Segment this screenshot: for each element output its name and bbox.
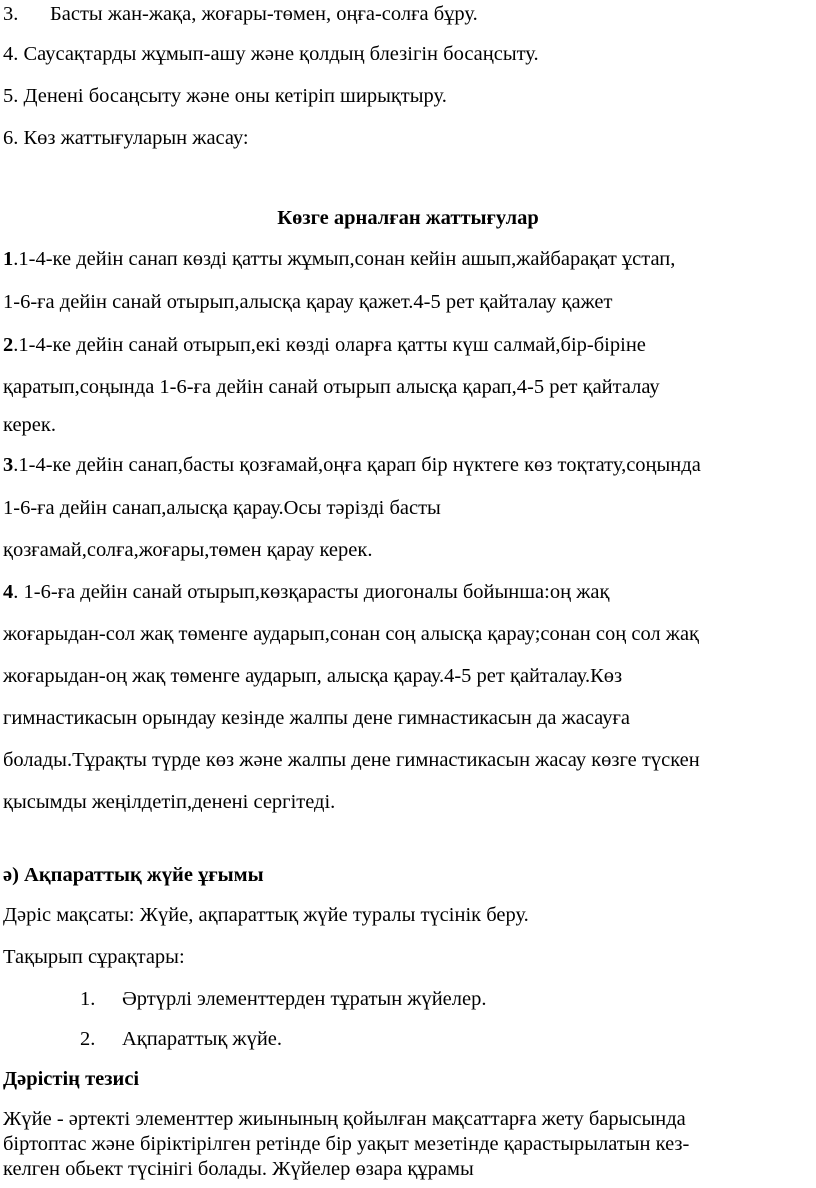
- exercise-1-line-1: [3, 247, 675, 271]
- question-item-1: [80, 987, 487, 1011]
- exercise-number: 1: [3, 248, 14, 270]
- intro-item-3: [3, 2, 478, 26]
- question-item-2: [80, 1027, 282, 1051]
- exercise-4-line-6: қысымды жеңілдетіп,денені сергітеді.: [3, 791, 336, 813]
- intro-item-number: 3.: [3, 3, 19, 25]
- exercise-3-line-2: 1-6-ға дейін санап,алысқа қарау.Осы тәрізді басты: [3, 497, 441, 519]
- questions-label: Тақырып сұрақтары:: [3, 946, 185, 968]
- thesis-line-1: Жүйе - әртекті элементтер жиынының қойылған мақсаттарға жету барысында: [3, 1108, 686, 1130]
- intro-item-4: [3, 42, 539, 66]
- lecture-goal: Дәріс мақсаты: Жүйе, ақпараттық жүйе туралы түсінік беру.: [3, 904, 529, 926]
- exercise-2-line-2: қаратып,соңында 1-6-ға дейін санай отырып алысқа қарап,4-5 рет қайталау: [3, 376, 660, 398]
- exercise-4-line-1: [3, 580, 609, 604]
- question-number: 2.: [80, 1028, 96, 1050]
- intro-item-text: Денені босаңсыту және оны кетіріп ширықтыру.: [23, 85, 447, 107]
- question-number: 1.: [80, 988, 96, 1010]
- exercise-text: .1-4-ке дейін санай отырып,екі көзді оларға қатты күш салмай,бір-біріне: [13, 334, 646, 356]
- exercise-number: 4: [3, 581, 14, 603]
- intro-item-text: Саусақтарды жұмып-ашу және қолдың блезігін босаңсыту.: [23, 43, 539, 65]
- section-title: ә) Ақпараттық жүйе ұғымы: [3, 864, 264, 886]
- exercise-4-line-5: болады.Тұрақты түрде көз және жалпы дене гимнастикасын жасау көзге түскен: [3, 749, 700, 771]
- question-text: Ақпараттық жүйе.: [122, 1028, 283, 1050]
- intro-item-text: Басты жан-жақа, жоғары-төмен, оңға-солға бұру.: [50, 3, 478, 25]
- exercise-2-line-1: [3, 333, 646, 357]
- exercises-title: Көзге арналған жаттығулар: [277, 207, 539, 229]
- intro-item-number: 5.: [3, 85, 19, 107]
- thesis-line-2: біртоптас және біріктірілген ретінде бір уақыт мезетінде қарастырылатын кез-: [3, 1133, 690, 1155]
- thesis-line-3: келген обьект түсінігі болады. Жүйелер өзара құрамы: [3, 1158, 474, 1180]
- exercise-3-line-1: [3, 453, 701, 477]
- thesis-title: Дәрістің тезисі: [3, 1068, 140, 1090]
- intro-item-6: [3, 126, 249, 150]
- exercise-4-line-4: гимнастикасын орындау кезінде жалпы дене гимнастикасын да жасауға: [3, 707, 631, 729]
- exercise-text: .1-4-ке дейін санап,басты қозғамай,оңға қарап бір нүктеге көз тоқтату,соңында: [13, 454, 701, 476]
- exercise-1-line-2: 1-6-ға дейін санай отырып,алысқа қарау қажет.4-5 рет қайталау қажет: [3, 291, 613, 313]
- intro-item-number: 4.: [3, 43, 19, 65]
- intro-item-number: 6.: [3, 127, 19, 149]
- exercise-3-line-3: қозғамай,солға,жоғары,төмен қарау керек.: [3, 539, 373, 561]
- exercise-text: .1-4-ке дейін санап көзді қатты жұмып,сонан кейін ашып,жайбарақат ұстап,: [13, 248, 676, 270]
- exercise-4-line-3: жоғарыдан-оң жақ төменге аударып, алысқа қарау.4-5 рет қайталау.Көз: [3, 665, 623, 687]
- question-text: Әртүрлі элементтерден тұратын жүйелер.: [122, 988, 487, 1010]
- exercise-2-line-3: керек.: [3, 414, 56, 436]
- exercise-4-line-2: жоғарыдан-сол жақ төменге аударып,сонан соң алысқа қарау;сонан соң сол жақ: [3, 623, 699, 645]
- exercise-number: 3: [3, 454, 14, 476]
- intro-item-5: [3, 84, 447, 108]
- exercise-number: 2: [3, 334, 14, 356]
- exercise-text: . 1-6-ға дейін санай отырып,көзқарасты диогоналы бойынша:оң жақ: [13, 581, 610, 603]
- intro-item-text: Көз жаттығуларын жасау:: [23, 127, 249, 149]
